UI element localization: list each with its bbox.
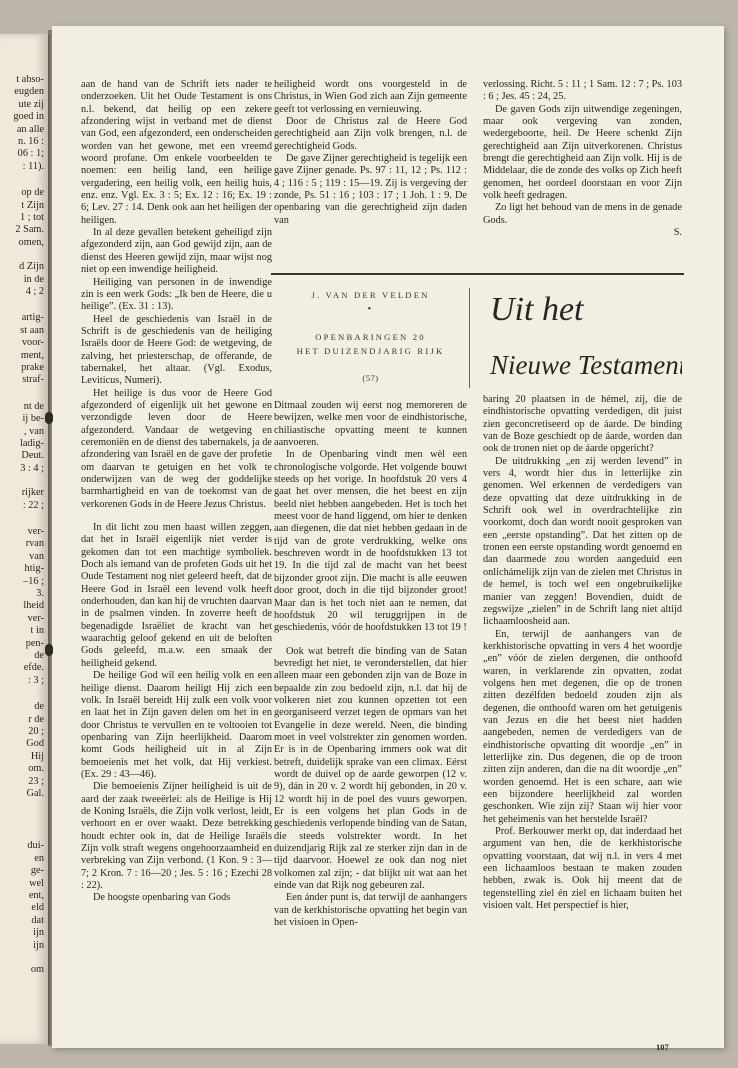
column-2-top (274, 79, 467, 227)
prev-page-text-fragment: : 11). (22, 160, 44, 172)
prev-page-text-fragment: –16 ; (23, 575, 44, 587)
column-2-bottom (274, 400, 467, 929)
title-separator (469, 288, 470, 388)
prev-page-text-fragment: 1 ; tot (19, 212, 44, 223)
prev-page-text-fragment: 3 : 4 ; (20, 462, 44, 474)
prev-page-text-fragment: ent, (28, 890, 44, 901)
prev-page-text-fragment: dat (31, 914, 44, 926)
prev-page-text-fragment: goed in (13, 111, 44, 123)
paragraph: aan de hand van de Schrift iets nader te onderzoeken. Uit het Oude Testament is ons n.l. bekend, dat heilig op een zekere afzondering wijst in verband met de dienst van God, een afgezonderd, een onderscheiden worden van het gewone, met een vreemd woord profane. Om enkele voorbeelden te noemen: een heilig land, een heilige vergadering, een heilig volk, een heilig huis, enz. enz. Vgl. Ex. 3 : 5; Ex. 12 : 16; Ex. 19 : 6; Lev. 27 : 14. Denk ook aan het heiligen der heiligen. (81, 79, 272, 226)
prev-page-text-fragment: ij be- (22, 413, 44, 425)
series-title: OPENBARINGEN 20 (315, 332, 426, 342)
paragraph: Door de Christus zal de Heere God gerechtigheid aan Zijn volk brengen, n.l. de gerechtigheid Gods. (274, 116, 467, 152)
paragraph: Ook wat betreft die binding van de Satan bevredigt het niet, te veronderstellen, dat hier alleen maar een gebonden zijn van de Boze in bepaalde zin zou bedoeld zijn, n.l. dat hij de volkeren niet zou kunnen opzetten tot een georganiseerd verzet tegen de opmars van het Evangelie in deze wereld. Neen, die binding moet in veel volstrekter zin genomen worden. Er is in de Openbaring immers ook wat dit betreft, duidelijk sprake van een climax. Eérst wordt de duivel op de aarde geworpen (12 v. 9), dán in 20 v. 2 wordt hij gebonden, in 20 v. 12 wordt hij in de poel des vuurs geworpen. Er is een volgens het plan Gods in de geschiedenis verlopende binding van de Satan, die steeds volstrekter wordt. In het duizendjarig Rijk zal ze sterker zijn dan in de tijd daarvoor. Hoewel ze ook dan nog niet volkomen zal zijn; - dat blijkt uit wat aan het einde van dat Rijk nog gebeuren zal. (274, 645, 467, 892)
prev-page-text-fragment: nt de (23, 400, 44, 412)
article-title (482, 278, 682, 388)
column-3-bottom (483, 394, 682, 912)
prev-page-text-fragment: de (34, 650, 44, 661)
prev-page-text-fragment: wel (29, 877, 44, 889)
prev-page-text-fragment: ge- (30, 865, 44, 877)
prev-page-text-fragment: ute zij (18, 98, 44, 110)
paragraph: Heiliging van personen in de inwendige zin is een werk Gods: „Ik ben de Heere, die u heilige”. (Ex. 31 : 13). (81, 276, 272, 313)
paragraph: verlossing. Richt. 5 : 11 ; 1 Sam. 12 : 7 ; Ps. 103 : 6 ; Jes. 45 : 24, 25. (483, 79, 682, 103)
paragraph: De gaven Gods zijn uitwendige zegeningen, maar ook vergeving van zonden, wedergeboorte, heil. De Heere schenkt Zijn gerechtigheid aan Zijn uitverkorenen. Christus brengt die gerechtigheid aan Zijn volk. Hij is de Middelaar, die de zonde des volks op Zich heeft genomen, het oordeel doorstaan en voor Zijn volk heeft gedragen. (483, 103, 682, 202)
prev-page-text-fragment: pen- (25, 637, 44, 649)
prev-page-text-fragment: artig- (21, 312, 44, 324)
punch-hole (45, 412, 53, 424)
prev-page-text-fragment: 3. (36, 588, 44, 599)
prev-page-text-fragment: om. (28, 763, 44, 775)
prev-page-text-fragment: 2 Sam. (15, 224, 44, 236)
paragraph: In dit licht zou men haast willen zeggen, dat het in Israël eigenlijk niet verder is gekomen dan tot een machtige symboliek. Doch als iemand van de profeten Gods uit het Oude Testament nog niet geleerd heeft, dat de Heere God in Israël een levend volk heeft onderhouden, dan kan hij de vruchten daarvan in de psalmen vinden. In zoverre heeft de begenadigde Israëliet de kracht van het waarachtig geloof gekend en uit de beloften Gods geleefd, m.a.w. een smaak der heiligheid gekend. (81, 522, 272, 669)
paragraph: Een ánder punt is, dat terwijl de aanhangers van de kerkhistorische opvatting het begin van het visioen in Open- (274, 892, 467, 929)
prev-page-text-fragment: r de (28, 713, 44, 725)
paragraph: En, terwijl de aanhangers van de kerkhistorische opvatting in vers 4 het woordje „en” vóór de zielen dergenen, die onthoofd waren, in verklarende zin opvatten, zodat volgens hen met degenen, die op de tronen zitten dezélfden bedoeld zouden zijn als degenen, die onthoofd waren om het getuigenis van Jezus en die het beest niet hadden aangebeden, nemen de verdedigers van de eindhistorische opvatting dit woordje „en” in letterlijke zin. Dus degenen, die op de troon zitten zijn anderen, dan die na dit woordje „en” worden genoemd. Het is een schare, aan wie een bijzondere heerlijkheid zal worden geschonken. Wie zijn zij? Staan wij hier voor het geheimenis van het herstelde Israël? (483, 628, 682, 825)
paragraph: Het heilige is dus voor de Heere God afgezonderd of eigenlijk uit het gewone en verzondigde leven door de Heere afgezonderd. Vandaar de wetgeving en ceremoniën en de dienst des tabernakels, ja de afzondering van Israël en de gave der profetie om daarvan te getuigen en het volk te onderwijzen van de weg der goddelijke barmhartigheid en van de toekomst van de verkorenen Gods in de Heere Jezus Christus. (81, 387, 272, 510)
column-3-top (483, 79, 682, 239)
prev-page-text-fragment: Gal. (26, 788, 44, 799)
article-subtitle: HET DUIZENDJARIG RIJK (296, 346, 445, 356)
paragraph: De uitdrukking „en zij werden levend” in vers 4, wordt hier dus in letterlijke zin genomen. Wel erkennen de verdedigers van deze opvatting dat deze uitdrukking in de Schrift ook wel in overdrachtelijke zin voorkomt, doch dan wordt nooit gesproken van een „eerste opstanding”. Dat het zitten op de tronen een eerste opstanding wordt genoemd en dan daarmede zou worden aangeduid een onlichámelijk zijn van de zielen met Christus in de hemel, is toch wel een ongebruikelijke manier van zeggen! Bovendien, duidt de zegswijze „zielen” in de Schrift lang niet altijd lichaamloosheid aan. (483, 455, 682, 628)
article-number: (57) (362, 373, 379, 383)
prev-page-text-fragment: eugden (14, 86, 44, 98)
paragraph: Zo ligt het behoud van de mens in de genade Gods. (483, 202, 682, 226)
prev-page-text-fragment: ver- (27, 612, 44, 624)
prev-page-text-fragment: efde. (23, 662, 44, 674)
prev-page-text-fragment: : 3 ; (27, 674, 44, 686)
prev-page-text-fragment: ijn (33, 927, 44, 939)
prev-page-text-fragment: prake (21, 362, 44, 373)
prev-page-text-fragment: t Zijn (21, 199, 44, 211)
prev-page-text-fragment: omen, (18, 236, 44, 248)
prev-page-text-fragment: lheid (23, 600, 44, 612)
paragraph: De gave Zijner gerechtigheid is tegelijk een gave Zijner genade. Ps. 97 : 11, 12 ; Ps. 112 : 4 ; 116 : 5 ; 119 : 15—19. Zij is vergeving der zonde, Ps. 51 : 16 ; 103 : 17 ; 1 Joh. 1 : 9. De openbaring van die gerechtigheid zijn daden van (274, 153, 467, 226)
prev-page-text-fragment: in de (23, 273, 44, 285)
punch-hole (45, 644, 53, 656)
paragraph: Die bemoeienis Zijner heiligheid is uit de aard der zaak tweeërlei: als de Heilige is Hij de Koning Israëls, die Zijn volk verlost, leidt, verhoort en er over waakt. Deze betrekking houdt echter ook in, dat de Heilige Israëls Zijn volk straft wegens ongehoorzaamheid en verbreking van Zijn verbond. (1 Kon. 9 : 3—7; 2 Kron. 7 : 16—20 ; Jes. 5 : 16 ; Ezechi 28 : 22). (81, 781, 272, 891)
paragraph: heiligheid wordt ons voorgesteld in de Christus, in Wien God zich aan Zijn gemeente geeft tot verlossing en vernieuwing. (274, 79, 467, 115)
prev-page-text-fragment: 23 ; (28, 775, 44, 787)
prev-page-text-fragment: ijn (33, 939, 44, 951)
prev-page-text-fragment: an alle (16, 123, 44, 135)
paragraph: Prof. Berkouwer merkt op, dat inderdaad het argument van hen, die de kerkhistorische opvatting voorstaan, dat wij n.l. in vers 4 met een lichaamloos bestaan te maken zouden hebben, zwak is. Ook hij meent dat de tegenstelling ziel én ziel en lichaam buiten het visioen valt. Het perspectief is hier, (483, 826, 682, 912)
prev-page-text-fragment: n. 16 : (17, 136, 44, 147)
paragraph: De hoogste openbaring van Gods (93, 892, 231, 904)
title-line-1: Uit het (490, 291, 584, 328)
prev-page-text-fragment: Deut. (21, 450, 44, 462)
prev-page-text-fragment: op de (21, 187, 44, 199)
magazine-page (52, 26, 724, 1052)
column-1 (81, 79, 272, 905)
prev-page-text-fragment: God (26, 738, 44, 750)
prev-page-text-fragment: st aan (20, 324, 44, 336)
prev-page-text-fragment: eld (31, 902, 44, 914)
title-line-2: Nieuwe Testament (490, 350, 682, 380)
prev-page-text-fragment: Hij (30, 750, 44, 762)
prev-page-text-fragment: t in (30, 625, 44, 637)
prev-page-text-fragment: ment, (20, 349, 44, 361)
prev-page-text-fragment: de (34, 701, 44, 713)
section-divider (271, 273, 684, 275)
prev-page-text-fragment: en (34, 852, 44, 864)
prev-page-text-fragment: om (30, 964, 44, 975)
prev-page-text-fragment: van (29, 550, 44, 562)
prev-page-text-fragment: straf- (22, 374, 44, 386)
prev-page-text-fragment: htig- (24, 563, 44, 575)
paragraph: In al deze gevallen betekent geheiligd zijn afgezonderd zijn, aan God gewijd zijn, aan de dienst des Heeren gewijd zijn, maar wijst nog niet op een inwendige heiligheid. (81, 227, 272, 276)
paragraph: baring 20 plaatsen in de hémel, zij, die de eindhistorische opvatting verdedigen, dit juist zien geconcretiseerd op de áarde. De binding van de Boze geschiedt op de áarde, worden dan ook de tronen niet op de áarde opgericht? (483, 394, 682, 455)
paragraph: Heel de geschiedenis van Israël in de Schrift is de geschiedenis van de heiliging Israëls door de Heere God: de wetgeving, de zalving, het priesterschap, de offerande, de tabernakel, het altaar. (Vgl. Exodus, Leviticus, Numeri). (81, 313, 272, 387)
prev-page-text-fragment: 4 ; 2 (25, 286, 44, 297)
paragraph: In de Openbaring vindt men wèl een chronologische volgorde. Het volgende bouwt steeds op het vorige. In hoofdstuk 20 vers 4 gaat het over mensen, die het beest en zijn beeld niet hebben aangebeden. Het is toch het meest voor de hand liggend, om hier te denken aan diegenen, die dat niet hebben gedaan in de tijd van de grote verdrukking, welke ons beschreven wordt in de hoofdstukken 13 tot 19. In die tijd zal de macht van het beest bijzonder groot zijn. Die macht is alle eeuwen door groot, doch in die tijd bijzonder groot! Maar dan is het toch niet aan te nemen, dat hoofdstuk 20 wil teruggrijpen in de geschiedenis, vóór de hoofdstukken 13 tot 19 ! (274, 449, 468, 634)
paragraph: De heilige God wil een heilig volk en een heilige dienst. Daarom heiligt Hij zich een volk. In Israël bereidt Hij zulk een volk voor en laat het in Zijn gaven delen om het in en door Christus te vervullen en te voltooien tot openbaring van Zijn heerlijkheid. Daarom komt Gods heiligheid uit in al Zijn bemoeienis met het volk, dat Hij verkiest. (Ex. 29 : 43—46). (81, 670, 272, 780)
prev-page-text-fragment: ladig- (19, 438, 44, 449)
author-signature: S. (673, 227, 682, 239)
prev-page-text-fragment: voor- (21, 337, 44, 349)
prev-page-text-fragment: 06 : 1; (17, 148, 44, 160)
previous-page-edge (0, 34, 50, 1044)
page-number: 107 (656, 1042, 669, 1052)
prev-page-text-fragment: rvan (25, 538, 44, 550)
author-name: J. VAN DER VELDEN (311, 290, 430, 300)
prev-page-text-fragment: ver- (27, 526, 44, 537)
prev-page-text-fragment: rijker (21, 487, 44, 499)
paragraph: Ditmaal zouden wij eerst nog memoreren de bewijzen, welke men voor de eindhistorische, chiliastische opvatting meent te kunnen aanvoeren. (274, 400, 467, 449)
prev-page-text-fragment: d Zijn (19, 261, 44, 273)
prev-page-text-fragment: : 22 ; (22, 499, 44, 511)
prev-page-text-fragment: dui- (27, 840, 44, 852)
header-bullet: • (367, 304, 374, 315)
prev-page-text-fragment: , van (23, 425, 44, 437)
prev-page-text-fragment: 20 ; (28, 726, 44, 737)
prev-page-text-fragment: t abso- (16, 74, 44, 85)
